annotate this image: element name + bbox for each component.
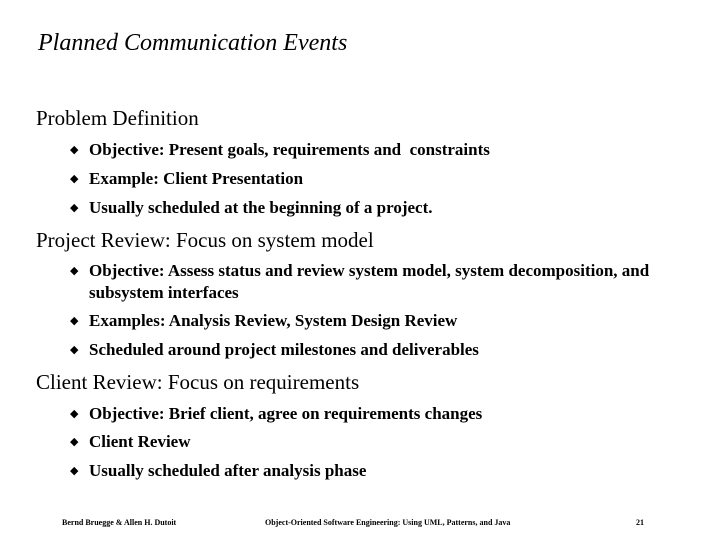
diamond-bullet-icon: ◆	[70, 408, 79, 420]
bullet-text: Examples: Analysis Review, System Design Review	[89, 311, 458, 330]
bullet-text: Objective: Present goals, requirements and constraints	[89, 140, 490, 159]
section-heading-project-review: Project Review: Focus on system model	[36, 228, 374, 252]
bullet-item	[70, 403, 670, 425]
bullet-item	[70, 168, 670, 190]
bullet-text: Scheduled around project milestones and deliverables	[89, 340, 479, 359]
bullet-item	[70, 339, 670, 361]
diamond-bullet-icon: ◆	[70, 144, 79, 156]
bullet-item	[70, 460, 670, 482]
footer-page-number: 21	[636, 518, 644, 527]
bullet-text: Usually scheduled at the beginning of a project.	[89, 198, 433, 217]
section-heading-client-review: Client Review: Focus on requirements	[36, 370, 360, 394]
bullet-item	[70, 431, 670, 453]
bullet-text: Client Review	[89, 432, 191, 451]
bullet-text: Usually scheduled after analysis phase	[89, 461, 367, 480]
slide-title: Planned Communication Events	[38, 30, 348, 56]
diamond-bullet-icon: ◆	[70, 465, 79, 477]
diamond-bullet-icon: ◆	[70, 436, 79, 448]
section-heading-problem-definition: Problem Definition	[36, 106, 199, 130]
footer-book-title: Object-Oriented Software Engineering: Using UML, Patterns, and Java	[265, 518, 511, 527]
bullet-text: Example: Client Presentation	[89, 169, 304, 188]
footer-authors: Bernd Bruegge & Allen H. Dutoit	[62, 518, 177, 527]
diamond-bullet-icon: ◆	[70, 315, 79, 327]
bullet-text: Objective: Assess status and review system model, system decomposition, and subsystem interfaces	[89, 261, 654, 302]
bullet-item	[70, 197, 670, 219]
diamond-bullet-icon: ◆	[70, 202, 79, 214]
diamond-bullet-icon: ◆	[70, 265, 79, 277]
bullet-item	[70, 310, 670, 332]
bullet-item	[70, 139, 670, 161]
bullet-item	[70, 260, 670, 304]
bullet-text: Objective: Brief client, agree on requirements changes	[89, 404, 483, 423]
diamond-bullet-icon: ◆	[70, 173, 79, 185]
diamond-bullet-icon: ◆	[70, 344, 79, 356]
